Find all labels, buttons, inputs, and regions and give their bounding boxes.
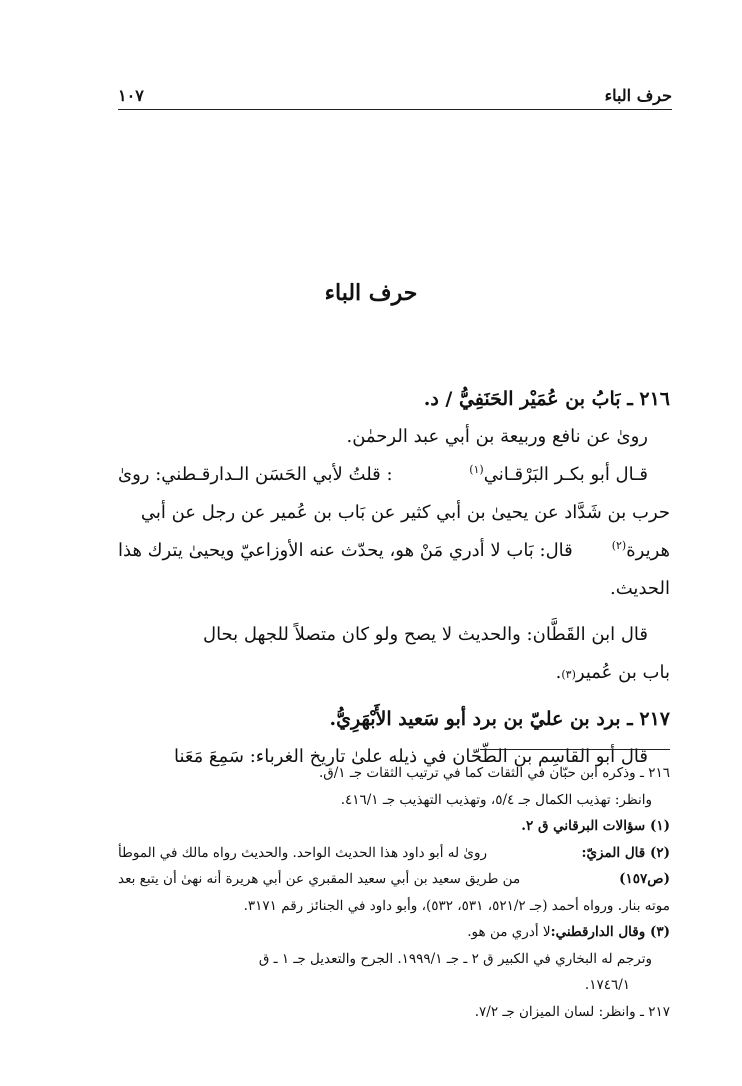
entry-216-line-5: الحديث. bbox=[610, 578, 670, 599]
footnote-3-text: لا أدري من هو. bbox=[467, 924, 551, 940]
footnotes bbox=[118, 760, 670, 1025]
entry-216-line-2-start: قـال أبو بكـر البَرْقـاني$^{(١)}$ bbox=[469, 463, 648, 485]
entry-216-line-4-end: قال: بَاب لا أدري مَنْ هو، يحدّث عنه الأوزاعيّ ويحيىٰ يترك هذا bbox=[118, 540, 573, 561]
footnote-216-b: وانظر: تهذيب الكمال جـ ٥/٤، وتهذيب التهذيب جـ ٤١٦/١. bbox=[340, 791, 652, 808]
footnote-2-line-1 bbox=[118, 840, 670, 867]
entry-217-line-1: قال أبو القاسِم بن الطّحّان في ذيله علىٰ تاريخ الغرباء: سَمِعَ مَعَنا bbox=[173, 746, 648, 767]
entry-216-line-7: باب بن عُمير (٣) . bbox=[555, 662, 670, 683]
footnote-3-line-1 bbox=[118, 919, 670, 946]
footnote-2-line-2 bbox=[118, 866, 670, 893]
entry-216-line-2-end: : قلتُ لأبي الحَسَن الـدارقـطني: روىٰ bbox=[118, 464, 393, 485]
footnote-216-a: ٢١٦ ـ وذكره ابن حبّان في الثقات كما في ترتيب الثقات جـ ١/ق. bbox=[318, 765, 670, 781]
footnote-217: ٢١٧ ـ وانظر: لسان الميزان جـ ٧/٢. bbox=[474, 1003, 670, 1020]
footnote-3-line-2: وترجم له البخاري في الكبير ق ٢ ـ جـ ١٩٩٩/١. الجرح والتعديل جـ ١ ـ ق bbox=[258, 950, 652, 967]
footnote-2-text-2: من طريق سعيد بن أبي سعيد المقبري عن أبي هريرة أنه نهىٰ أن يتبع بعد bbox=[118, 871, 521, 887]
footnote-3-label: (٣) وقال الدارقطني: bbox=[550, 924, 670, 940]
entry-216-line-3: حرب بن شَدَّاد عن يحيىٰ بن أبي كثير عن بَاب بن عُمير عن رجل عن أبي bbox=[140, 502, 670, 523]
footnote-2-label: (٢) قال المزيّ: bbox=[581, 844, 670, 861]
entry-216-line-4 bbox=[118, 532, 670, 570]
running-head-title: حرف الباء bbox=[604, 85, 672, 105]
footnote-ref-1: (١) bbox=[469, 463, 484, 476]
footnote-2-text: روىٰ له أبو داود هذا الحديث الواحد. والحديث رواه مالك في الموطأ bbox=[118, 844, 487, 861]
footnote-ref-2: (٢) bbox=[611, 539, 627, 552]
header-rule bbox=[118, 109, 672, 110]
main-text bbox=[118, 380, 670, 776]
footnote-1: (١) سؤالات البرقاني ق ٢. bbox=[521, 818, 670, 834]
running-head bbox=[118, 82, 672, 108]
entry-216-heading: ٢١٦ ـ بَابُ بن عُمَيْر الحَنَفِيُّ / د. bbox=[423, 388, 670, 410]
entry-216-line-2 bbox=[118, 456, 670, 494]
footnote-2-line-3: موته بنار. ورواه أحمد (جـ ٥٢١/٢، ٥٣١، ٥٣٢)، وأبو داود في الجنائز رقم ٣١٧١. bbox=[243, 897, 670, 914]
page-number: ١٠٧ bbox=[118, 85, 144, 105]
chapter-title: حرف الباء bbox=[324, 280, 418, 306]
entry-216-line-1: روىٰ عن نافع وربيعة بن أبي عبد الرحمٰن. bbox=[346, 426, 648, 447]
footnote-rule bbox=[480, 749, 670, 750]
footnote-3-line-3: ١٧٤٦/١. bbox=[584, 977, 630, 993]
entry-216-line-6: قال ابن القَطَّان: والحديث لا يصح ولو كان متصلاً للجهل بحال bbox=[202, 624, 648, 645]
entry-216-line-4-start: هريرة$^{(٢)}$ bbox=[611, 539, 670, 561]
entry-217-heading: ٢١٧ ـ برد بن عليّ بن برد أبو سَعيد الأَبْهَرِيُّ. bbox=[329, 708, 670, 730]
footnote-2-page: (ص١٥٧) bbox=[619, 871, 670, 887]
